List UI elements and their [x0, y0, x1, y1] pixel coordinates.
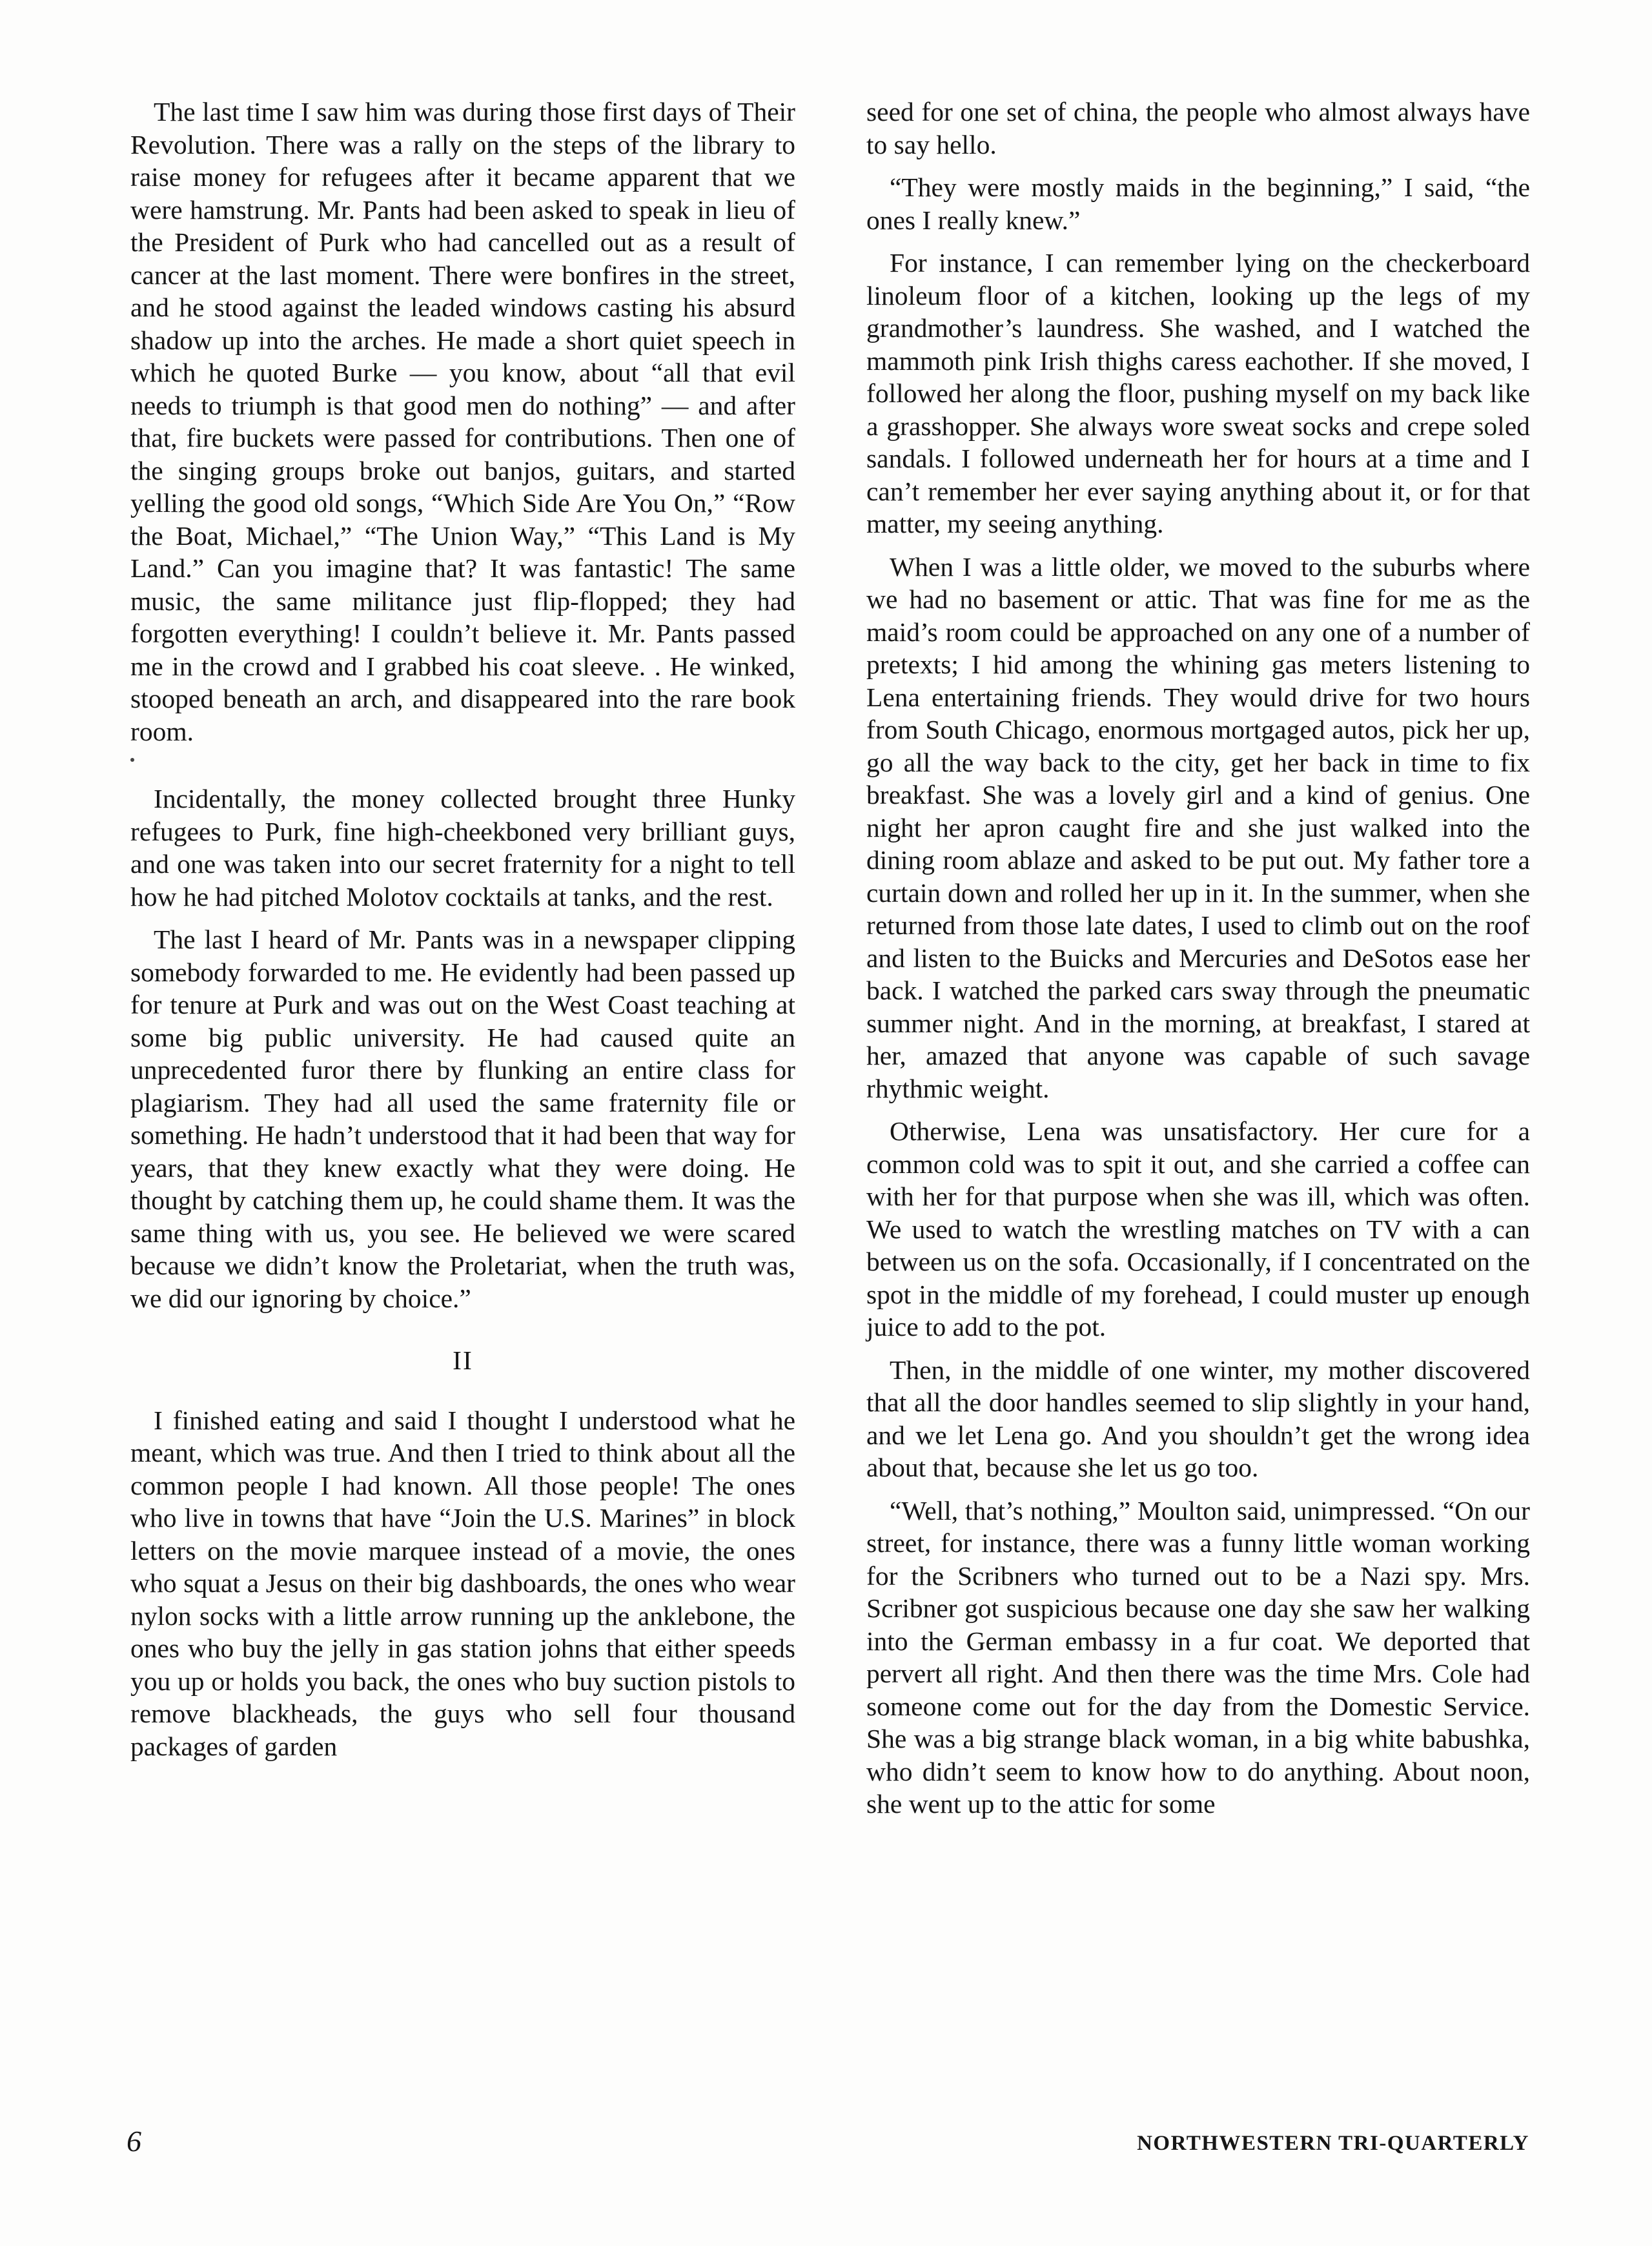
paragraph: Incidentally, the money collected brought three Hunky refugees to Purk, fine high-cheekboned very brilliant guys, and one was taken into our secret fraternity for a night to tell how he had pitched Molotov cocktails at tanks, and the rest. [130, 784, 795, 912]
paragraph: The last I heard of Mr. Pants was in a newspaper clipping somebody forwarded to me. He evidently had been passed up for tenure at Purk and was out on the West Coast teaching at some big public university. He had caused quite an unprecedented furor there by flunking an entire class for plagiarism. They had all used the same fraternity file or something. He hadn’t understood that it had been that way for years, that they knew exactly what they were doing. He thought by catching them up, he could shame them. It was the same thing with us, you see. He believed we were scared because we didn’t know the Proletariat, when the truth was, we did our ignoring by choice.” [130, 924, 795, 1313]
paragraph: Then, in the middle of one winter, my mother discovered that all the door handles seemed to slip slightly in your hand, and we let Lena go. And you shouldn’t get the wrong idea about that, because she let us go too. [866, 1354, 1530, 1482]
paragraph-continued: seed for one set of china, the people who almost always have to say hello. [866, 97, 1530, 159]
paragraph: When I was a little older, we moved to the suburbs where we had no basement or attic. That was fine for me as the maid’s room could be approached on any one of a number of pretexts; I hid among the whining gas meters listening to Lena entertaining friends. They would drive for two hours from South Chicago, enormous mortgaged autos, pick her up, go all the way back to the city, get her back in time to fix breakfast. She was a lovely girl and a kind of genius. One night her apron caught fire and she just walked into the dining room ablaze and asked to be put out. My father tore a curtain down and rolled her up in it. In the summer, when she returned from those late dates, I used to climb out on the roof and listen to the Buicks and Mercuries and DeSotos ease her back. I watched the parked cars sway through the pneumatic summer night. And in the morning, at breakfast, I stared at her, amazed that anyone was capable of such savage rhythmic weight. [866, 551, 1530, 1103]
paragraph: For instance, I can remember lying on the checkerboard linoleum floor of a kitchen, looking up the legs of my grandmother’s laundress. She washed, and I watched the mammoth pink Irish thighs caress eachother. If she moved, I followed her along the floor, pushing myself on my back like a grasshopper. She always wore sweat socks and crepe soled sandals. I followed underneath her for hours at a time and I can’t remember her ever saying anything about it, or for that matter, my seeing anything. [866, 248, 1530, 538]
stray-mark [130, 758, 795, 782]
page-number: 6 [127, 2125, 141, 2158]
stray-dot-mark [130, 758, 134, 762]
paragraph: The last time I saw him was during those first days of Their Revolution. There was a rally on the steps of the library to raise money for refugees after it became apparent that we were hamstrung. Mr. Pants had been asked to speak in lieu of the President of Purk who had cancelled out as a result of cancer at the last moment. There were bonfires in the street, and he stood against the leaded windows casting his absurd shadow up into the arches. He made a short quiet speech in which he quoted Burke — you know, about “all that evil needs to triumph is that good men do nothing” — and after that, fire buckets were passed for contributions. Then one of the singing groups broke out banjos, guitars, and started yelling the good old songs, “Which Side Are You On,” “Row the Boat, Michael,” “The Union Way,” “This Land is My Land.” Can you imagine that? It was fantastic! The same music, the same militance just flip-flopped; they had forgotten everything! I couldn’t believe it. Mr. Pants passed me in the crowd and I grabbed his coat sleeve. . He winked, stooped beneath an arch, and disappeared into the rare book room. [130, 97, 795, 746]
right-column [866, 96, 1530, 1831]
paragraph: “Well, that’s nothing,” Moulton said, unimpressed. “On our street, for instance, there was a funny little woman working for the Scribners who turned out to be a Nazi spy. Mrs. Scribner got suspicious because one day she saw her walking into the German embassy in a fur coat. We deported that pervert all right. And then there was the time Mrs. Cole had someone come out for the day from the Domestic Service. She was a big strange black woman, in a big white babushka, who didn’t seem to know how to do anything. About noon, she went up to the attic for some [866, 1495, 1530, 1819]
running-footer: NORTHWESTERN TRI-QUARTERLY [1137, 2132, 1529, 2155]
left-column [130, 96, 795, 1773]
paragraph: I finished eating and said I thought I understood what he meant, which was true. And then I tried to think about all the common people I had known. All those people! The ones who live in towns that have “Join the U.S. Marines” in block letters on the movie marquee instead of a movie, the ones who squat a Jesus on their big dashboards, the ones who wear nylon socks with a little arrow running up the anklebone, the ones who buy the jelly in gas station johns that either speeds you up or holds you back, the ones who buy suction pistols to remove blackheads, the guys who sell four thousand packages of garden [130, 1405, 795, 1761]
section-number: II [453, 1345, 473, 1375]
paragraph: Otherwise, Lena was unsatisfactory. Her cure for a common cold was to spit it out, and she carried a coffee can with her for that purpose when she was ill, which was often. We used to watch the wrestling matches on TV with a can between us on the sofa. Occasionally, if I concentrated on the spot in the middle of my forehead, I could muster up enough juice to add to the pot. [866, 1116, 1530, 1342]
paragraph: “They were mostly maids in the beginning,” I said, “the ones I really knew.” [866, 172, 1530, 235]
